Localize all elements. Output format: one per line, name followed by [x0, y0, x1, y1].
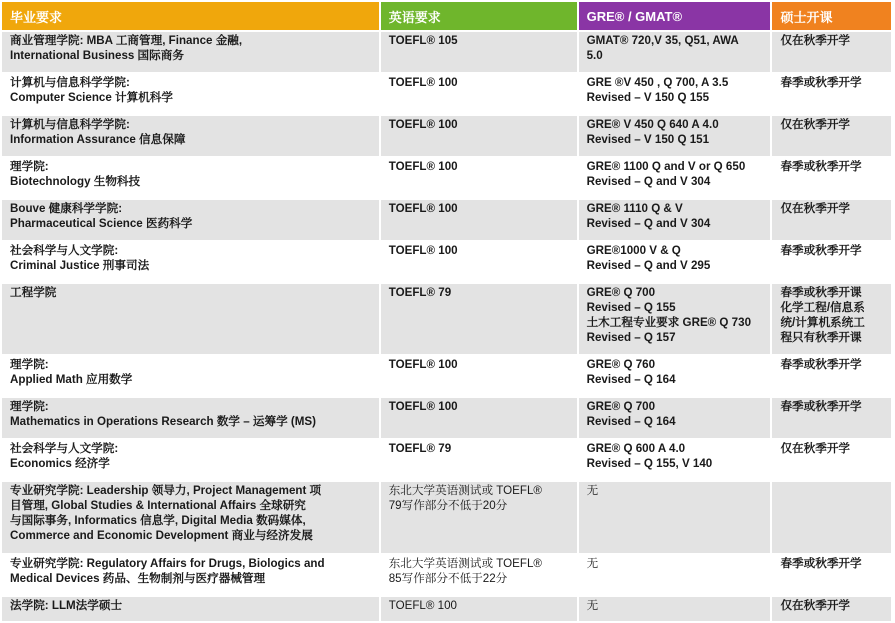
english-requirement-cell	[381, 482, 577, 553]
program-cell	[2, 398, 379, 438]
test-score-cell	[579, 356, 771, 396]
intake-line: 仅在秋季开学	[780, 34, 851, 47]
program-line: 目管理, Global Studies & International Affairs 全球研究	[10, 499, 306, 512]
program-line: Pharmaceutical Science 医药科学	[10, 217, 193, 230]
program-line: 工程学院	[10, 286, 57, 299]
program-line: 社会科学与人文学院:	[10, 442, 119, 455]
english-requirement-line: TOEFL® 100	[388, 599, 457, 612]
english-requirement-line: TOEFL® 79	[388, 442, 452, 455]
program-line: Criminal Justice 刑事司法	[10, 259, 150, 272]
intake-cell	[772, 200, 891, 240]
program-cell	[2, 440, 379, 480]
intake-line: 统/计算机系统工	[780, 316, 865, 329]
header-master-intake: 硕士开课	[772, 2, 891, 30]
test-score-line: Revised – Q 155, V 140	[586, 457, 713, 470]
test-score-line: Revised – Q 164	[586, 415, 676, 428]
english-requirement-line: TOEFL® 100	[388, 118, 458, 131]
program-line: 理学院:	[10, 160, 49, 173]
intake-line: 春季或秋季开课	[780, 286, 862, 299]
table-row	[2, 116, 891, 156]
english-requirement-line: 79写作部分不低于20分	[388, 499, 508, 512]
table-row	[2, 242, 891, 282]
program-cell	[2, 74, 379, 114]
english-requirement-line: TOEFL® 105	[388, 34, 458, 47]
test-score-line: GRE® Q 700	[586, 400, 656, 413]
table-row	[2, 284, 891, 354]
program-line: Economics 经济学	[10, 457, 110, 470]
program-line: 理学院:	[10, 400, 49, 413]
test-score-cell	[579, 242, 771, 282]
table-row	[2, 158, 891, 198]
table-row	[2, 200, 891, 240]
intake-line: 春季或秋季开学	[780, 160, 862, 173]
english-requirement-cell	[381, 32, 577, 72]
program-line: Biotechnology 生物科技	[10, 175, 141, 188]
program-line: 理学院:	[10, 358, 49, 371]
intake-cell	[772, 242, 891, 282]
header-row	[2, 2, 891, 30]
program-line: Mathematics in Operations Research 数学 – 运筹学 (MS)	[10, 415, 317, 428]
intake-line: 春季或秋季开学	[780, 557, 862, 570]
test-score-cell	[579, 398, 771, 438]
program-line: Applied Math 应用数学	[10, 373, 133, 386]
intake-cell	[772, 158, 891, 198]
english-requirement-line: TOEFL® 100	[388, 76, 458, 89]
test-score-line: 无	[586, 557, 599, 570]
test-score-line: Revised – V 150 Q 155	[586, 91, 710, 104]
program-cell	[2, 356, 379, 396]
intake-line: 仅在秋季开学	[780, 118, 851, 131]
intake-line: 春季或秋季开学	[780, 358, 862, 371]
program-cell	[2, 32, 379, 72]
test-score-line: 无	[586, 484, 599, 497]
intake-line: 化学工程/信息系	[780, 301, 865, 314]
english-requirement-line: 东北大学英语测试或 TOEFL®	[388, 484, 542, 497]
test-score-line: GRE®1000 V & Q	[586, 244, 681, 257]
test-score-line: GMAT® 720,V 35, Q51, AWA	[586, 34, 739, 47]
english-requirement-line: 85写作部分不低于22分	[388, 572, 508, 585]
test-score-line: GRE® Q 760	[586, 358, 656, 371]
test-score-line: GRE® 1100 Q and V or Q 650	[586, 160, 746, 173]
program-line: 与国际事务, Informatics 信息学, Digital Media 数码媒体,	[10, 514, 306, 527]
program-line: Computer Science 计算机科学	[10, 91, 173, 104]
test-score-cell	[579, 116, 771, 156]
table-row	[2, 356, 891, 396]
program-line: Information Assurance 信息保障	[10, 133, 186, 146]
program-line: 法学院: LLM法学硕士	[10, 599, 123, 612]
program-cell	[2, 482, 379, 553]
english-requirement-cell	[381, 440, 577, 480]
test-score-line: GRE® V 450 Q 640 A 4.0	[586, 118, 719, 131]
test-score-line: GRE® Q 700	[586, 286, 656, 299]
english-requirement-cell	[381, 74, 577, 114]
intake-line: 春季或秋季开学	[780, 244, 862, 257]
test-score-line: GRE® Q 600 A 4.0	[586, 442, 686, 455]
english-requirement-line: TOEFL® 100	[388, 202, 458, 215]
program-line: 计算机与信息科学学院:	[10, 76, 130, 89]
intake-cell	[772, 116, 891, 156]
header-english-requirements: 英语要求	[381, 2, 577, 30]
test-score-cell	[579, 482, 771, 553]
test-score-cell	[579, 555, 771, 595]
test-score-line: Revised – Q and V 295	[586, 259, 711, 272]
english-requirement-cell	[381, 200, 577, 240]
table-row	[2, 32, 891, 72]
test-score-cell	[579, 284, 771, 354]
program-cell	[2, 597, 379, 621]
program-line: 专业研究学院: Regulatory Affairs for Drugs, Biologics and	[10, 557, 325, 570]
english-requirement-cell	[381, 597, 577, 621]
test-score-cell	[579, 158, 771, 198]
english-requirement-cell	[381, 398, 577, 438]
program-line: 专业研究学院: Leadership 领导力, Project Management 项	[10, 484, 322, 497]
table-row	[2, 555, 891, 595]
test-score-line: 无	[586, 599, 599, 612]
intake-cell	[772, 74, 891, 114]
english-requirement-line: TOEFL® 100	[388, 244, 458, 257]
program-line: 商业管理学院: MBA 工商管理, Finance 金融,	[10, 34, 243, 47]
intake-line: 春季或秋季开学	[780, 400, 862, 413]
english-requirement-line: TOEFL® 100	[388, 358, 458, 371]
english-requirement-cell	[381, 158, 577, 198]
table-body	[2, 32, 891, 621]
english-requirement-cell	[381, 284, 577, 354]
table-row	[2, 597, 891, 621]
english-requirement-cell	[381, 356, 577, 396]
table-row	[2, 74, 891, 114]
intake-cell	[772, 482, 891, 553]
test-score-cell	[579, 200, 771, 240]
intake-line: 仅在秋季开学	[780, 442, 851, 455]
intake-line: 程只有秋季开课	[780, 331, 862, 344]
intake-line: 仅在秋季开学	[780, 202, 851, 215]
program-cell	[2, 242, 379, 282]
program-cell	[2, 200, 379, 240]
table-row	[2, 440, 891, 480]
intake-cell	[772, 597, 891, 621]
intake-cell	[772, 32, 891, 72]
test-score-line: Revised – Q and V 304	[586, 175, 711, 188]
header-graduation-requirements: 毕业要求	[2, 2, 379, 30]
program-line: Commerce and Economic Development 商业与经济发展	[10, 529, 313, 542]
test-score-line: Revised – Q 164	[586, 373, 676, 386]
test-score-line: Revised – Q 157	[586, 331, 676, 344]
test-score-cell	[579, 32, 771, 72]
test-score-line: Revised – Q and V 304	[586, 217, 711, 230]
test-score-line: GRE ®V 450 , Q 700, A 3.5	[586, 76, 729, 89]
english-requirement-line: TOEFL® 100	[388, 400, 458, 413]
test-score-line: Revised – Q 155	[586, 301, 676, 314]
english-requirement-cell	[381, 116, 577, 156]
intake-cell	[772, 555, 891, 595]
program-line: Bouve 健康科学学院:	[10, 202, 123, 215]
program-line: International Business 国际商务	[10, 49, 184, 62]
intake-cell	[772, 440, 891, 480]
test-score-line: Revised – V 150 Q 151	[586, 133, 710, 146]
english-requirement-line: TOEFL® 100	[388, 160, 458, 173]
intake-cell	[772, 398, 891, 438]
test-score-line: GRE® 1110 Q & V	[586, 202, 683, 215]
test-score-line: 土木工程专业要求 GRE® Q 730	[586, 316, 752, 329]
intake-cell	[772, 284, 891, 354]
table-row	[2, 398, 891, 438]
program-cell	[2, 116, 379, 156]
english-requirement-line: TOEFL® 79	[388, 286, 452, 299]
test-score-line: 5.0	[586, 49, 603, 62]
english-requirement-cell	[381, 242, 577, 282]
program-cell	[2, 284, 379, 354]
english-requirement-line: 东北大学英语测试或 TOEFL®	[388, 557, 542, 570]
english-requirement-cell	[381, 555, 577, 595]
program-line: Medical Devices 药品、生物制剂与医疗器械管理	[10, 572, 266, 585]
program-line: 社会科学与人文学院:	[10, 244, 119, 257]
header-gre-gmat: GRE® / GMAT®	[579, 2, 771, 30]
program-cell	[2, 555, 379, 595]
test-score-cell	[579, 74, 771, 114]
intake-line: 仅在秋季开学	[780, 599, 851, 612]
program-line: 计算机与信息科学学院:	[10, 118, 130, 131]
intake-cell	[772, 356, 891, 396]
intake-line: 春季或秋季开学	[780, 76, 862, 89]
table-row	[2, 482, 891, 553]
test-score-cell	[579, 597, 771, 621]
test-score-cell	[579, 440, 771, 480]
program-cell	[2, 158, 379, 198]
